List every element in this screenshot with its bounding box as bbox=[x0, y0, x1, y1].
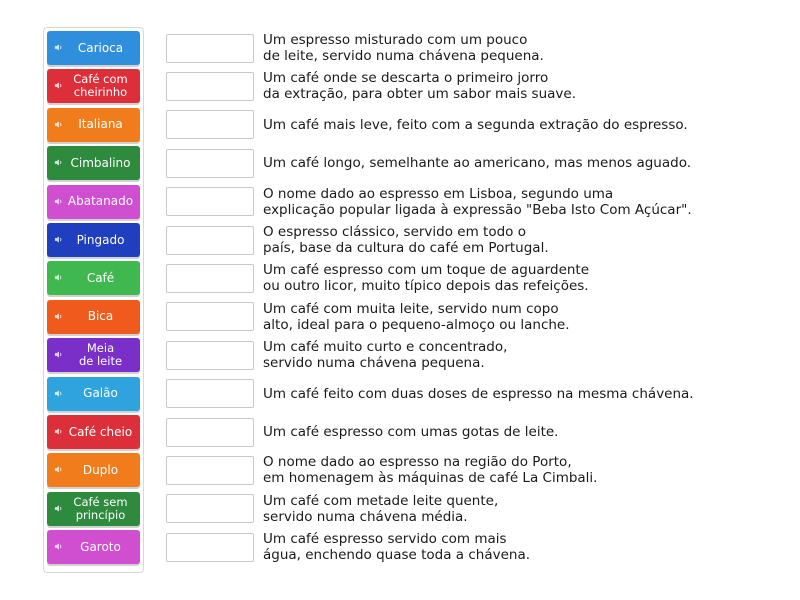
answer-drop-box-1[interactable] bbox=[166, 34, 254, 63]
answer-drop-box-4[interactable] bbox=[166, 149, 254, 178]
tile-label: Duplo bbox=[82, 462, 119, 477]
tile-cafe-com-cheirinho[interactable] bbox=[47, 69, 140, 103]
tile-duplo[interactable] bbox=[47, 453, 140, 487]
tile-abatanado[interactable] bbox=[47, 185, 140, 219]
tile-meia-de-leite[interactable] bbox=[47, 338, 140, 372]
tile-label: Meia de leite bbox=[78, 341, 123, 369]
tile-garoto[interactable] bbox=[47, 530, 140, 564]
description-7: Um café espresso com um toque de aguardente ou outro licor, muito típico depois das refeições. bbox=[263, 262, 590, 295]
description-10: Um café feito com duas doses de espresso na mesma chávena. bbox=[263, 385, 694, 402]
tile-label: Bica bbox=[87, 309, 114, 324]
answer-drop-box-10[interactable] bbox=[166, 379, 254, 408]
tile-label: Galão bbox=[83, 386, 118, 401]
tile-label: Carioca bbox=[77, 40, 124, 55]
tile-pingado[interactable] bbox=[47, 223, 140, 257]
speaker-icon[interactable] bbox=[54, 120, 63, 129]
description-11: Um café espresso com umas gotas de leite. bbox=[263, 424, 559, 440]
tile-cafe-sem-principio[interactable] bbox=[47, 492, 140, 526]
speaker-icon[interactable] bbox=[54, 81, 63, 90]
description-1: Um espresso misturado com um pouco de leite, servido numa chávena pequena. bbox=[263, 32, 544, 64]
tile-label: Café com cheirinho bbox=[73, 72, 128, 100]
answer-drop-box-7[interactable] bbox=[166, 264, 254, 293]
speaker-icon[interactable] bbox=[54, 389, 63, 398]
speaker-icon[interactable] bbox=[54, 273, 63, 282]
tile-galao[interactable] bbox=[47, 377, 140, 411]
tile-label: Garoto bbox=[80, 539, 121, 554]
answer-drop-box-12[interactable] bbox=[166, 456, 254, 485]
answer-drop-box-6[interactable] bbox=[166, 226, 254, 255]
tile-label: Café bbox=[86, 270, 115, 285]
description-13: Um café com metade leite quente, servido numa chávena média. bbox=[263, 492, 499, 525]
answer-drop-box-13[interactable] bbox=[166, 494, 254, 523]
tile-cafe[interactable] bbox=[47, 261, 140, 295]
tile-label: Café sem princípio bbox=[73, 494, 128, 522]
answer-drop-box-8[interactable] bbox=[166, 302, 254, 331]
speaker-icon[interactable] bbox=[54, 197, 63, 206]
speaker-icon[interactable] bbox=[54, 350, 63, 359]
description-5: O nome dado ao espresso em Lisboa, segundo uma explicação popular ligada à expressão "Beba Isto Com Açúcar". bbox=[263, 185, 692, 218]
tile-cimbalino[interactable] bbox=[47, 146, 140, 180]
tile-cafe-cheio[interactable] bbox=[47, 415, 140, 449]
tile-bica[interactable] bbox=[47, 300, 140, 334]
speaker-icon[interactable] bbox=[54, 504, 63, 513]
tile-label: Café cheio bbox=[68, 424, 133, 439]
speaker-icon[interactable] bbox=[54, 43, 63, 52]
speaker-icon[interactable] bbox=[54, 158, 63, 167]
tile-label: Abatanado bbox=[67, 194, 134, 209]
speaker-icon[interactable] bbox=[54, 542, 63, 551]
answer-drop-box-11[interactable] bbox=[166, 418, 254, 447]
answer-drop-box-2[interactable] bbox=[166, 72, 254, 101]
description-9: Um café muito curto e concentrado, servido numa chávena pequena. bbox=[263, 339, 508, 372]
tile-label: Italiana bbox=[78, 117, 123, 132]
description-8: Um café com muita leite, servido num copo alto, ideal para o pequeno-almoço ou lanche. bbox=[263, 300, 570, 333]
description-2: Um café onde se descarta o primeiro jorro da extração, para obter um sabor mais suave. bbox=[263, 70, 576, 103]
speaker-icon[interactable] bbox=[54, 312, 63, 321]
description-12: O nome dado ao espresso na região do Porto, em homenagem às máquinas de café La Cimbali. bbox=[263, 454, 598, 487]
tile-label: Cimbalino bbox=[70, 155, 131, 170]
description-6: O espresso clássico, servido em todo o país, base da cultura do café em Portugal. bbox=[263, 224, 549, 256]
tile-italiana[interactable] bbox=[47, 108, 140, 142]
tile-carioca[interactable] bbox=[47, 31, 140, 65]
answer-drop-box-5[interactable] bbox=[166, 187, 254, 216]
answer-drop-box-3[interactable] bbox=[166, 110, 254, 139]
answer-drop-box-9[interactable] bbox=[166, 341, 254, 370]
speaker-icon[interactable] bbox=[54, 235, 63, 244]
description-14: Um café espresso servido com mais água, enchendo quase toda a chávena. bbox=[263, 531, 531, 564]
speaker-icon[interactable] bbox=[54, 427, 63, 436]
description-3: Um café mais leve, feito com a segunda extração do espresso. bbox=[263, 116, 688, 133]
tile-label: Pingado bbox=[76, 232, 125, 247]
answer-drop-box-14[interactable] bbox=[166, 533, 254, 562]
description-4: Um café longo, semelhante ao americano, mas menos aguado. bbox=[263, 155, 692, 172]
speaker-icon[interactable] bbox=[54, 465, 63, 474]
